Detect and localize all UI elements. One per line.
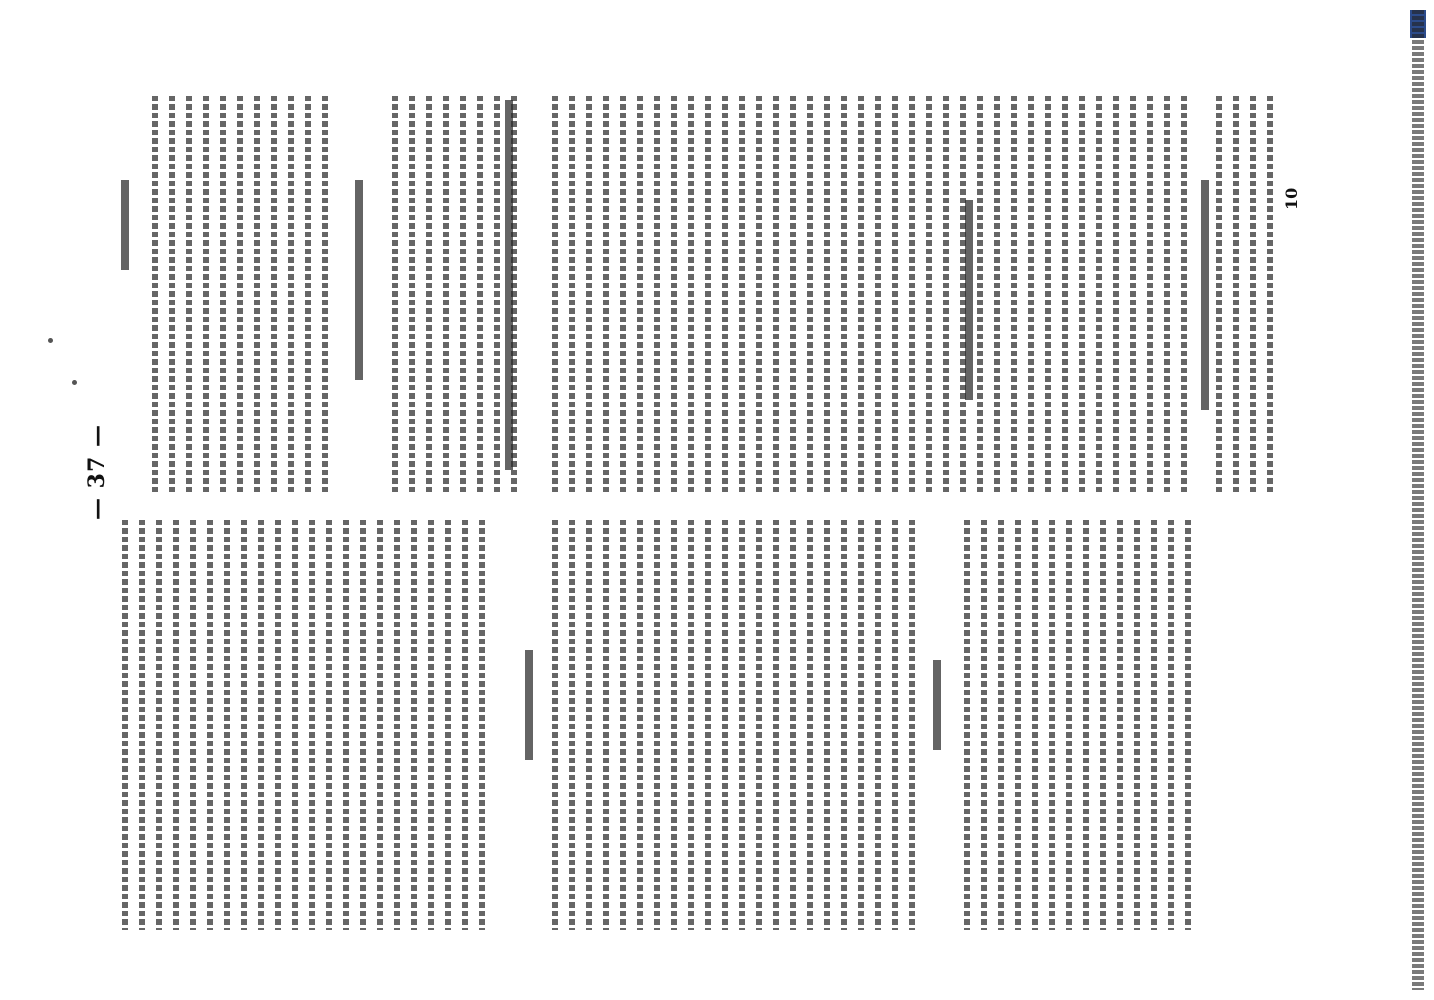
text-line — [888, 96, 902, 494]
text-line — [769, 520, 783, 930]
text-line — [118, 520, 132, 930]
text-line — [1007, 96, 1021, 494]
text-line — [1229, 96, 1243, 494]
text-line — [507, 96, 521, 494]
text-line — [1045, 520, 1059, 930]
page-number-value: 37 — [84, 455, 110, 489]
text-line — [854, 520, 868, 930]
text-line — [667, 96, 681, 494]
column-block-2 — [548, 520, 922, 930]
text-line — [548, 520, 562, 930]
text-line — [1246, 96, 1260, 494]
text-line — [701, 520, 715, 930]
text-line — [820, 520, 834, 930]
text-line — [837, 520, 851, 930]
text-line — [424, 520, 438, 930]
text-line — [1147, 520, 1161, 930]
text-line — [1181, 520, 1195, 930]
text-line — [1024, 96, 1038, 494]
text-line — [786, 96, 800, 494]
text-line — [405, 96, 419, 494]
text-line — [582, 520, 596, 930]
text-line — [473, 96, 487, 494]
text-line — [1058, 96, 1072, 494]
text-line — [490, 96, 504, 494]
text-line — [439, 96, 453, 494]
text-line — [165, 96, 179, 494]
text-line — [301, 96, 315, 494]
heading-zu-2-warenuebersichten — [352, 180, 366, 380]
heading-f-danzig — [118, 180, 132, 270]
text-line — [254, 520, 268, 930]
text-line — [388, 96, 402, 494]
text-line — [633, 520, 647, 930]
text-line — [1126, 96, 1140, 494]
watermark-text — [1412, 10, 1424, 990]
text-line — [318, 96, 332, 494]
text-line — [616, 96, 630, 494]
text-line — [960, 520, 974, 930]
text-line — [407, 520, 421, 930]
text-line — [701, 96, 715, 494]
text-line — [684, 96, 698, 494]
text-line — [305, 520, 319, 930]
text-line — [1177, 96, 1191, 494]
text-line — [684, 520, 698, 930]
digitization-watermark — [1410, 10, 1428, 990]
text-line — [837, 96, 851, 494]
text-line — [1011, 520, 1025, 930]
text-line — [735, 520, 749, 930]
text-line — [1092, 96, 1106, 494]
text-line — [182, 96, 196, 494]
text-line — [977, 520, 991, 930]
text-line — [148, 96, 162, 494]
text-line — [186, 520, 200, 930]
text-line — [1130, 520, 1144, 930]
text-line — [905, 96, 919, 494]
text-line — [650, 520, 664, 930]
text-line — [1143, 96, 1157, 494]
text-line — [322, 520, 336, 930]
text-line — [373, 520, 387, 930]
text-line — [1062, 520, 1076, 930]
text-line — [752, 96, 766, 494]
column-block-4 — [148, 96, 335, 494]
text-line — [735, 96, 749, 494]
text-line — [199, 96, 213, 494]
text-line — [939, 96, 953, 494]
text-line — [267, 96, 281, 494]
text-line — [203, 520, 217, 930]
text-line — [871, 520, 885, 930]
text-line — [458, 520, 472, 930]
text-line — [284, 96, 298, 494]
text-line — [854, 96, 868, 494]
text-line — [871, 96, 885, 494]
text-line — [888, 520, 902, 930]
column-block-7 — [990, 96, 1194, 494]
text-line — [803, 96, 817, 494]
text-line — [441, 520, 455, 930]
text-line — [220, 520, 234, 930]
text-line — [1212, 96, 1226, 494]
column-block-3 — [960, 520, 1198, 930]
text-line — [1113, 520, 1127, 930]
text-line — [422, 96, 436, 494]
side-number-value: 10 — [1282, 187, 1301, 210]
text-line — [1028, 520, 1042, 930]
text-line — [565, 96, 579, 494]
text-line — [475, 520, 489, 930]
text-line — [956, 96, 970, 494]
side-number — [1282, 188, 1301, 210]
text-line — [216, 96, 230, 494]
text-line — [237, 520, 251, 930]
heading-e-polen — [930, 660, 944, 750]
text-line — [135, 520, 149, 930]
text-line — [565, 520, 579, 930]
text-line — [548, 96, 562, 494]
text-line — [599, 520, 613, 930]
column-block-6 — [548, 96, 990, 494]
text-line — [1075, 96, 1089, 494]
page-number: — 37 — — [84, 424, 110, 520]
text-line — [922, 96, 936, 494]
text-line — [582, 96, 596, 494]
text-line — [718, 96, 732, 494]
scan-speck — [72, 380, 77, 385]
text-line — [250, 96, 264, 494]
heading-c-roehren — [1198, 180, 1212, 410]
text-line — [356, 520, 370, 930]
text-line — [1164, 520, 1178, 930]
text-line — [152, 520, 166, 930]
text-line — [752, 520, 766, 930]
text-line — [990, 96, 1004, 494]
text-line — [339, 520, 353, 930]
text-line — [1096, 520, 1110, 930]
text-line — [667, 520, 681, 930]
text-line — [769, 96, 783, 494]
text-line — [288, 520, 302, 930]
text-line — [820, 96, 834, 494]
text-line — [1160, 96, 1174, 494]
text-line — [973, 96, 987, 494]
text-line — [1041, 96, 1055, 494]
scan-speck — [48, 338, 53, 343]
text-line — [633, 96, 647, 494]
text-line — [456, 96, 470, 494]
text-line — [1079, 520, 1093, 930]
column-block-8 — [1212, 96, 1280, 494]
column-block-5 — [388, 96, 524, 494]
text-line — [169, 520, 183, 930]
text-line — [718, 520, 732, 930]
text-line — [599, 96, 613, 494]
text-line — [650, 96, 664, 494]
text-line — [905, 520, 919, 930]
text-line — [271, 520, 285, 930]
text-line — [803, 520, 817, 930]
column-block-1 — [118, 520, 492, 930]
heading-d-italien — [522, 650, 536, 760]
text-line — [1263, 96, 1277, 494]
text-line — [786, 520, 800, 930]
text-line — [616, 520, 630, 930]
text-line — [994, 520, 1008, 930]
text-line — [390, 520, 404, 930]
text-line — [1109, 96, 1123, 494]
text-line — [233, 96, 247, 494]
